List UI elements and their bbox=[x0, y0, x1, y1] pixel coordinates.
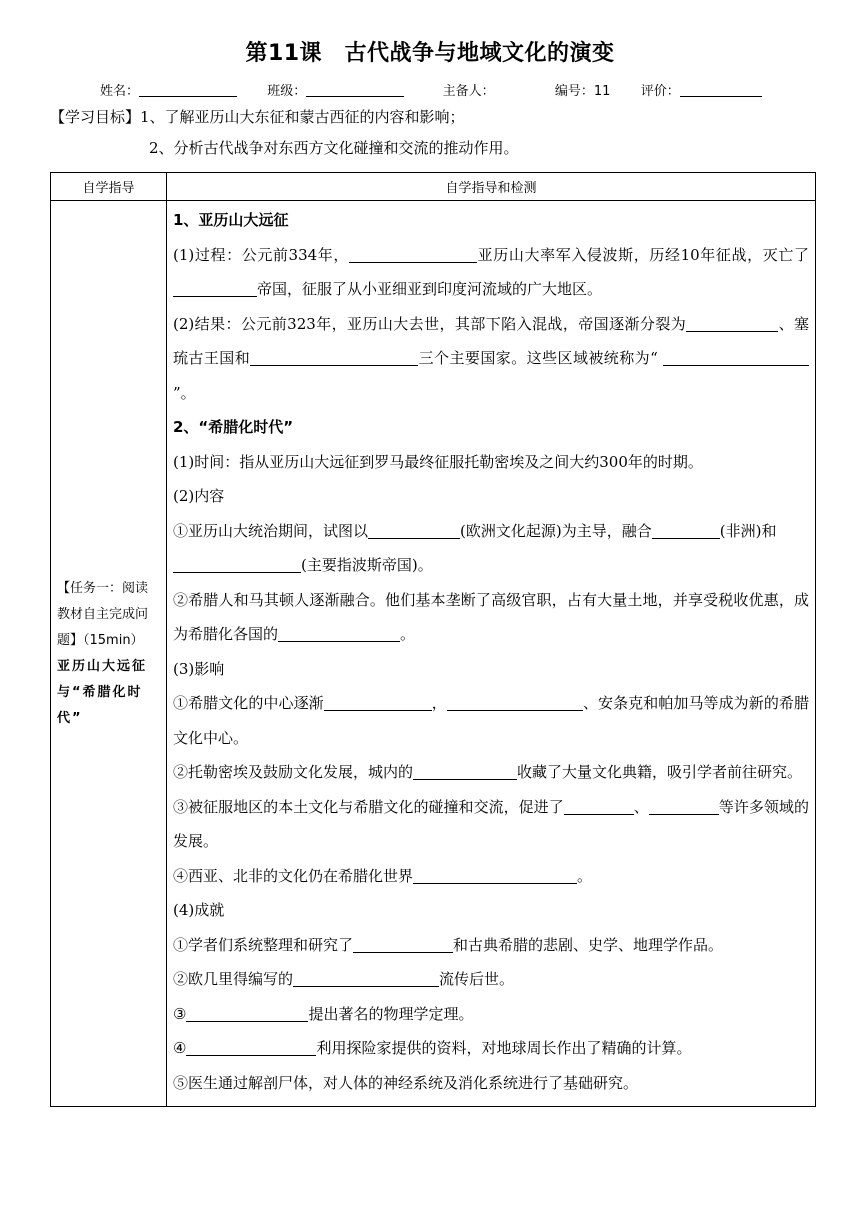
blank[interactable] bbox=[564, 798, 634, 815]
blank[interactable] bbox=[293, 970, 439, 987]
section-1-heading: 1、亚历山大远征 bbox=[173, 211, 289, 229]
blank[interactable] bbox=[413, 867, 577, 884]
task-label: 【任务一：阅读教材自主完成问题】（15min） bbox=[57, 580, 149, 648]
student-info-row bbox=[100, 80, 762, 99]
achievement-item-5: ⑤医生通过解剖尸体，对人体的神经系统及消化系统进行了基础研究。 bbox=[173, 1073, 639, 1092]
section-2-time: (1)时间：指从亚历山大远征到罗马最终征服托勒密埃及之间大约300年的时期。 bbox=[173, 452, 703, 471]
class-label: 班级： bbox=[267, 84, 307, 99]
content-cell bbox=[167, 201, 816, 1107]
impact-item-4: ④西亚、北非的文化仍在希腊化世界 。 bbox=[173, 866, 593, 885]
content-item-1: ①亚历山大统治期间，试图以 (欧洲文化起源)为主导，融合 (非洲)和(主要指波斯帝国)。 bbox=[173, 521, 777, 574]
blank[interactable] bbox=[349, 246, 477, 263]
section-1-result: (2)结果：公元前323年，亚历山大去世，其部下陷入混战，帝国逐渐分裂为 、塞琉古王国和 三个主要国家。这些区域被统称为“ ”。 bbox=[173, 314, 809, 402]
achievement-item-2: ②欧几里得编写的 流传后世。 bbox=[173, 970, 515, 988]
section-2-heading: 2、“希腊化时代” bbox=[173, 418, 294, 436]
page-title: 第11课 古代战争与地域文化的演变 bbox=[245, 41, 615, 66]
blank[interactable] bbox=[250, 349, 418, 366]
blank[interactable] bbox=[652, 522, 720, 539]
blank[interactable] bbox=[686, 315, 778, 332]
header-guidance-check: 自学指导和检测 bbox=[167, 173, 816, 201]
blank[interactable] bbox=[173, 556, 301, 573]
blank[interactable] bbox=[663, 349, 809, 366]
name-field[interactable] bbox=[139, 83, 237, 97]
preparer-label: 主备人： bbox=[442, 84, 495, 99]
achievement-item-3: ③ 提出著名的物理学定理。 bbox=[173, 1004, 474, 1023]
section-2-impact-label: (3)影响 bbox=[173, 659, 225, 678]
achievement-item-1: ①学者们系统整理和研究了 和古典希腊的悲剧、史学、地理学作品。 bbox=[173, 935, 724, 954]
number-label: 编号：11 bbox=[554, 84, 611, 99]
section-2-content-label: (2)内容 bbox=[173, 487, 225, 505]
impact-item-3: ③被征服地区的本土文化与希腊文化的碰撞和交流，促进了 、 等许多领域的发展。 bbox=[173, 797, 809, 850]
blank[interactable] bbox=[649, 798, 719, 815]
blank[interactable] bbox=[186, 1005, 308, 1022]
section-1-process: (1)过程：公元前334年， 亚历山大率军入侵波斯，历经10年征战，灭亡了帝国，征服了从小亚细亚到印度河流域的广大地区。 bbox=[173, 245, 809, 298]
achievement-item-4: ④ 利用探险家提供的资料，对地球周长作出了精确的计算。 bbox=[173, 1039, 692, 1057]
blank[interactable] bbox=[278, 625, 400, 642]
learning-goal-2: 2、分析古代战争对东西方文化碰撞和交流的推动作用。 bbox=[149, 139, 519, 157]
learning-goal-1: 【学习目标】1、了解亚历山大东征和蒙古西征的内容和影响； bbox=[50, 108, 465, 126]
blank[interactable] bbox=[413, 763, 517, 780]
study-table bbox=[50, 172, 816, 1107]
task-cell bbox=[51, 201, 167, 1107]
task-topic: 亚历山大远征与“希腊化时代” bbox=[57, 658, 148, 726]
blank[interactable] bbox=[353, 936, 453, 953]
section-2-achievement-label: (4)成就 bbox=[173, 901, 225, 919]
evaluation-field[interactable] bbox=[680, 83, 762, 97]
class-field[interactable] bbox=[306, 83, 404, 97]
blank[interactable] bbox=[324, 694, 432, 711]
header-self-study: 自学指导 bbox=[51, 173, 167, 201]
impact-item-1: ①希腊文化的中心逐渐 ， 、安条克和帕加马等成为新的希腊文化中心。 bbox=[173, 694, 809, 747]
name-label: 姓名： bbox=[100, 84, 140, 99]
blank[interactable] bbox=[447, 694, 583, 711]
blank[interactable] bbox=[186, 1039, 316, 1056]
blank[interactable] bbox=[173, 280, 257, 297]
evaluation-label: 评价： bbox=[640, 84, 680, 99]
content-item-2: ②希腊人和马其顿人逐渐融合。他们基本垄断了高级官职，占有大量土地，并享受税收优惠，成为希腊化各国的 。 bbox=[173, 590, 809, 643]
blank[interactable] bbox=[368, 522, 460, 539]
impact-item-2: ②托勒密埃及鼓励文化发展，城内的 收藏了大量文化典籍，吸引学者前往研究。 bbox=[173, 763, 803, 781]
